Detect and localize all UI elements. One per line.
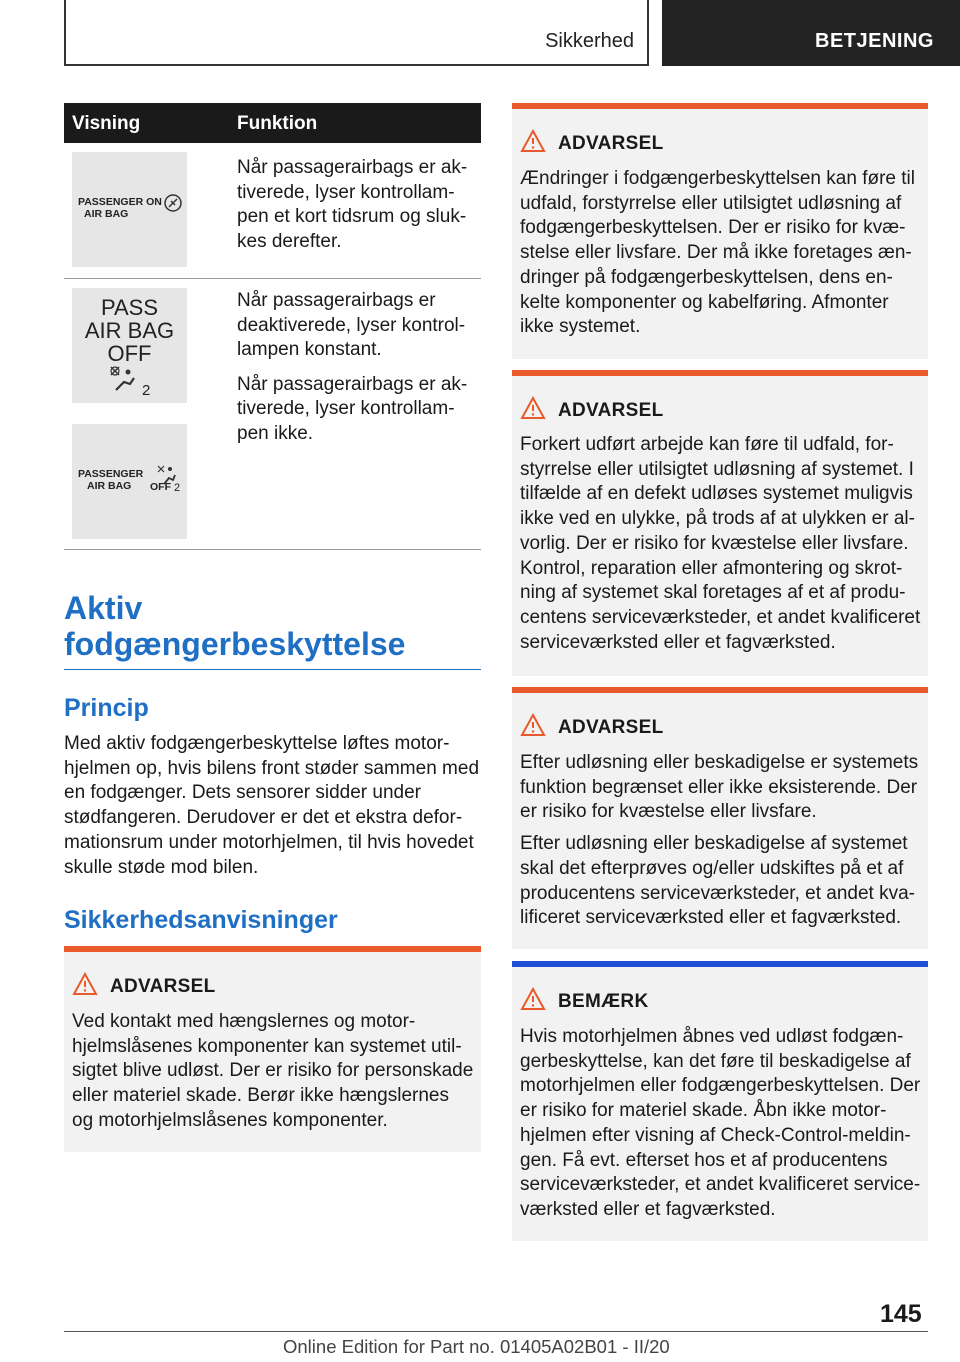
page-number: 145 (880, 1300, 922, 1328)
row2-description: Når passagerairbags er deaktiverede, lyser kontrol-lampen konstant. Når passagerairbags er ak-tiverede, lyser kontrollam-pen ikke. (237, 290, 468, 444)
warning-triangle-icon (520, 129, 546, 153)
note-text: Hvis motorhjelmen åbnes ved udløst fodgæn-gerbeskyttelse, kan det føre til beskadigelse af motorhjelmen eller fodgængerbeskyttelsen. Der er risiko for materiel skade. Åbn ikke motor-hjelmen efter visning af Check-Control-meldin-gen. Få evt. efterset hos et af producentens serviceværksteder, et andet kvalificeret service-værksted eller et fagværksted. (520, 1026, 921, 1220)
footer-divider (64, 1331, 928, 1332)
warning-title: ADVARSEL (110, 976, 216, 997)
warning-text: Forkert udført arbejde kan føre til udfald, for-styrrelse eller utilsigtet udløsning af systemet. I tilfælde af en defekt udløses systemet muligvis ikke ved en ulykke, på trods af at ulykken er al-vorlig. Der er risiko for kvæstelse eller livsfare. Kontrol, reparation eller afmontering og skrot-ning af systemet skal foretages af et af produ-centens serviceværksteder, et andet kvalificeret serviceværksted eller et fagværksted. (520, 434, 921, 653)
warning-text: Ved kontakt med hængslernes og motor-hjelmslåsenes komponenter kan systemet util-sigtet blive udløst. Der er risiko for personskade eller materiel skade. Berør ikke hængslernes og motorhjelmslåsenes komponenter. (72, 1011, 474, 1131)
pass-airbag-off-indicator-image: PASS AIR BAG OFF 2 (72, 288, 187, 403)
header-section-title: Sikkerhed (545, 30, 634, 52)
warning-title: ADVARSEL (558, 133, 664, 154)
note-box (512, 961, 928, 1241)
passenger-airbag-off-indicator-image: PASSENGER AIR BAG OFF 2 (72, 424, 187, 539)
warning-text: Ændringer i fodgængerbeskyttelsen kan føre til udfald, forstyrrelse eller utilsigtet udløsning af fodgængerbeskyttelsen. Der er risiko for kvæ-stelse eller livsfare. Der må ikke foretages æn-dringer på fodgængerbeskyttelsen, dens en-kelte komponenter og kabelføring. Afmonter ikke systemet. (520, 168, 915, 338)
row1-description: Når passagerairbags er ak-tiverede, lyser kontrollam-pen et kort tidsrum og sluk-kes derefter. (237, 157, 468, 252)
header-chapter-tab: BETJENING (662, 0, 960, 66)
section-title: Aktiv fodgængerbeskyttelse (64, 590, 481, 670)
warning-triangle-icon (72, 972, 98, 996)
warning-title: ADVARSEL (558, 400, 664, 421)
col-header-display: Visning (72, 113, 141, 134)
warning-box (512, 370, 928, 676)
warning-box (64, 946, 481, 1152)
warning-text: Efter udløsning eller beskadigelse er systemets funktion begrænset eller ikke eksisterende. Der er risiko for kvæstelse eller livsfare. Efter udløsning eller beskadigelse af systemet skal det efterprøves og/eller udskiftes på et af producentens serviceværksteder, et andet kva-lificeret serviceværksted eller et fagværksted. (520, 752, 919, 929)
airbag-seat-icon (162, 192, 184, 214)
warning-box (512, 687, 928, 949)
airbag-on-indicator-image: PASSENGER ON AIR BAG (72, 152, 187, 267)
airbag-off-seat-icon (108, 364, 142, 394)
notice-triangle-icon (520, 987, 546, 1011)
table-row (64, 143, 481, 279)
footer-edition: Online Edition for Part no. 01405A02B01 - II/20 (283, 1336, 670, 1357)
col-header-function: Funktion (237, 113, 318, 134)
table-row (64, 279, 481, 550)
note-title: BEMÆRK (558, 991, 649, 1012)
warning-title: ADVARSEL (558, 717, 664, 738)
warning-box (512, 103, 928, 359)
warning-triangle-icon (520, 713, 546, 737)
indicator-table (64, 103, 481, 550)
warning-triangle-icon (520, 396, 546, 420)
principle-text: Med aktiv fodgængerbeskyttelse løftes motor-hjelmen op, hvis bilens front støder sammen med en fodgænger. Dets sensorer sidder under stødfangeren. Derudover er det et ekstra defor-mationsrum under motorhjelmen, til hvis hovedet skulle støde mod bilen. (64, 733, 480, 878)
table-header (64, 103, 481, 143)
safety-heading: Sikkerhedsanvisninger (64, 906, 338, 934)
principle-heading: Princip (64, 694, 149, 722)
